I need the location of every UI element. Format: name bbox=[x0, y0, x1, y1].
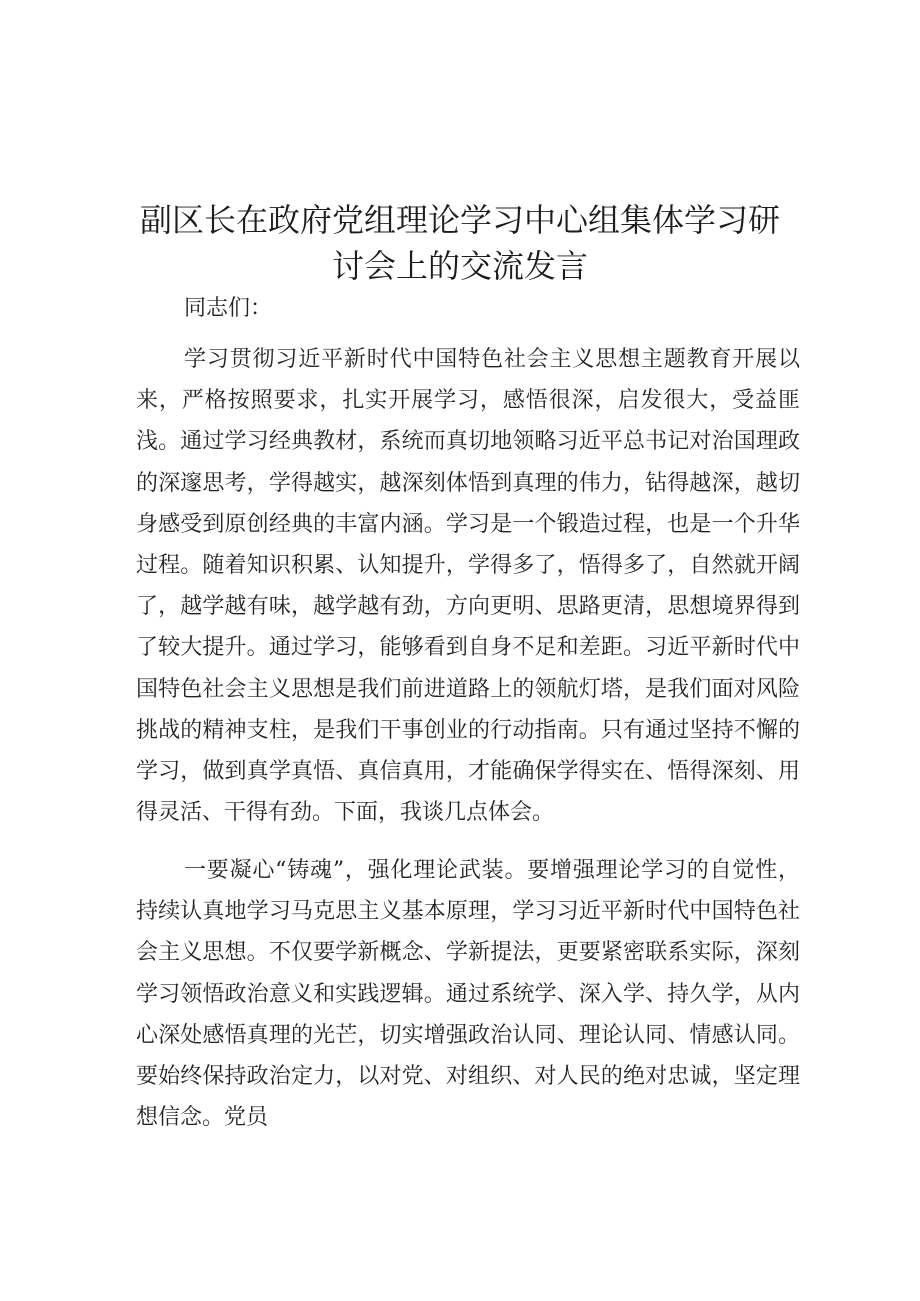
salutation: 同志们： bbox=[184, 296, 273, 321]
title-line-1: 副区长在政府党组理论学习中心组集体学习研 bbox=[140, 201, 781, 239]
paragraph-point-one: 一要凝心“铸魂”，强化理论武装。要增强理论学习的自觉性，持续认真地学习马克思主义基本原理，学习习近平新时代中国特色社会主义思想。不仅要学新概念、学新提法，更要紧密联系实际，深刻学习领悟政治意义和实践逻辑。通过系统学、深入学、持久学，从内心深处感悟真理的光芒，切实增强政治认同、理论认同、情感认同。要始终保持政治定力，以对党、对组织、对人民的绝对忠诚，坚定理想信念。党员 bbox=[136, 858, 800, 1131]
title-line-2: 讨会上的交流发言 bbox=[331, 247, 588, 285]
paragraph-intro: 学习贯彻习近平新时代中国特色社会主义思想主题教育开展以来，严格按照要求，扎实开展学习，感悟很深，启发很大，受益匪浅。通过学习经典教材，系统而真切地领略习近平总书记对治国理政的深邃思考，学得越实，越深刻体悟到真理的伟力，钻得越深，越切身感受到原创经典的丰富内涵。学习是一个锻造过程，也是一个升华过程。随着知识积累、认知提升，学得多了，悟得多了，自然就开阔了，越学越有味，越学越有劲，方向更明、思路更清，思想境界得到了较大提升。通过学习，能够看到自身不足和差距。习近平新时代中国特色社会主义思想是我们前进道路上的领航灯塔，是我们面对风险挑战的精神支柱，是我们干事创业的行动指南。只有通过坚持不懈的学习，做到真学真悟、真信真用，才能确保学得实在、悟得深刻、用得灵活、干得有劲。下面，我谈几点体会。 bbox=[136, 347, 800, 826]
document-title bbox=[140, 197, 780, 289]
